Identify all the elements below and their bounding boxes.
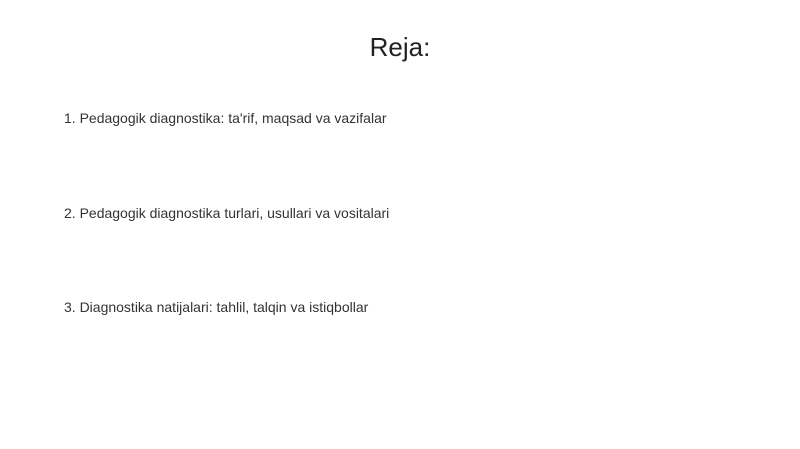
agenda-item-1: 1. Pedagogik diagnostika: ta'rif, maqsad va vazifalar xyxy=(64,110,387,126)
agenda-item-3: 3. Diagnostika natijalari: tahlil, talqin va istiqbollar xyxy=(64,299,369,315)
agenda-item-2: 2. Pedagogik diagnostika turlari, usullari va vositalari xyxy=(64,205,390,221)
slide-title: Reja: xyxy=(369,32,431,62)
